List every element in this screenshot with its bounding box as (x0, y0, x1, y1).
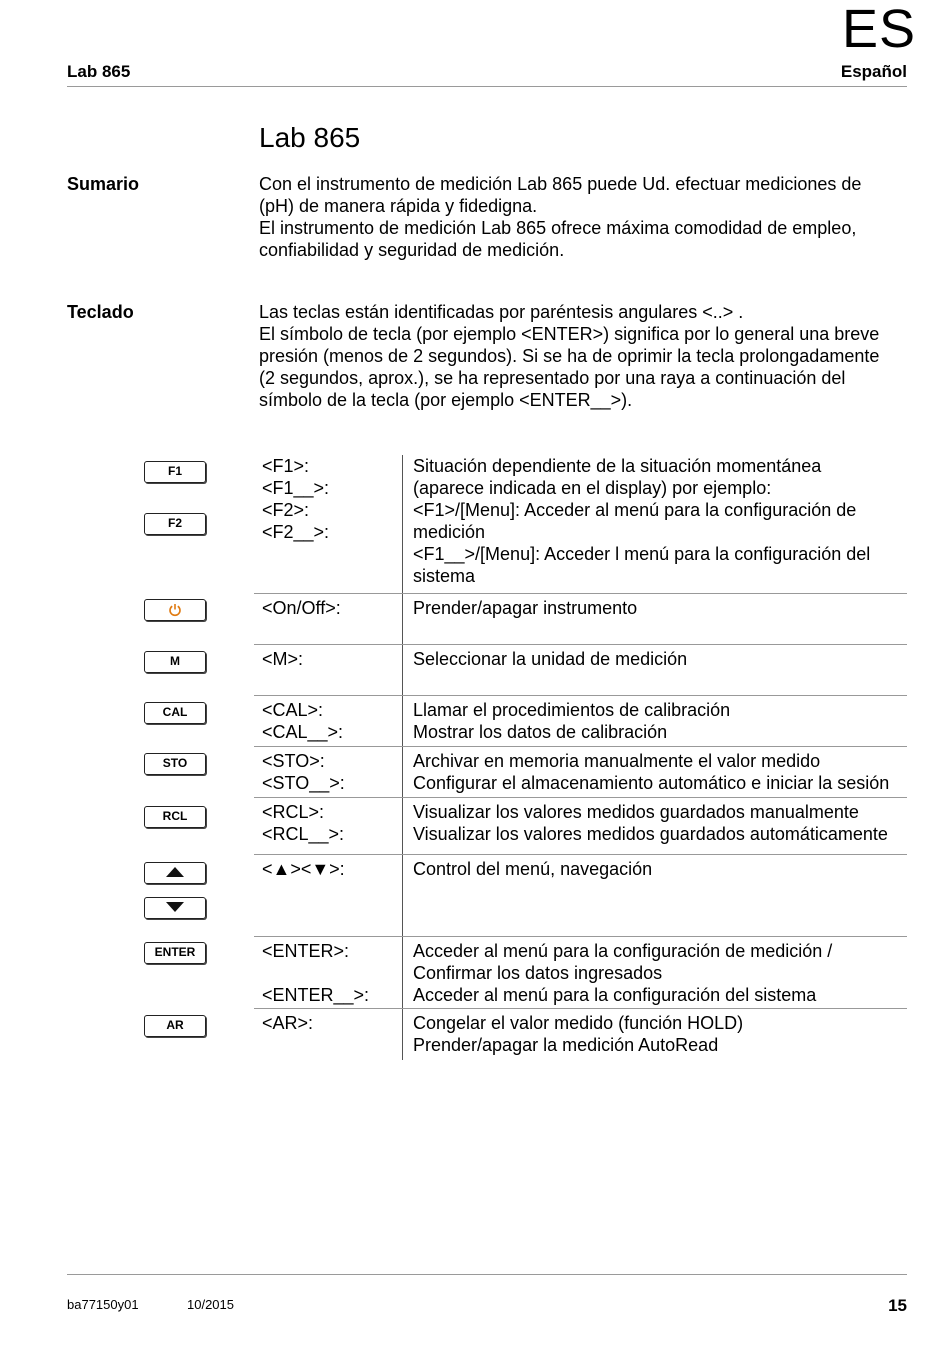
key-cell (254, 797, 403, 854)
key-label: <ENTER__>: (262, 984, 370, 1005)
description-line: <F1__>/[Menu]: Acceder l menú para la configuración del (413, 544, 871, 564)
description-line: Configurar el almacenamiento automático e iniciar la sesión (413, 772, 890, 793)
key-label: <RCL>: (262, 801, 325, 822)
table-row (254, 746, 907, 797)
ar-key-icon: AR (144, 1015, 206, 1037)
m-key-icon: M (144, 651, 206, 673)
table-row (254, 455, 907, 593)
summary-line: confiabilidad y seguridad de medición. (259, 240, 565, 260)
description-line: Confirmar los datos ingresados (413, 962, 663, 983)
triangle-up-icon (144, 862, 206, 884)
sto-key-icon: STO (144, 753, 206, 775)
keypad-line: símbolo de la tecla (por ejemplo <ENTER__>). (259, 390, 633, 410)
enter-key-icon: ENTER (144, 942, 206, 964)
table-row (254, 854, 907, 936)
keypad-label: Teclado (67, 302, 134, 322)
key-cell (254, 455, 403, 593)
key-label: <AR>: (262, 1012, 314, 1033)
description-line: Acceder al menú para la configuración del sistema (413, 984, 817, 1005)
description-cell (403, 644, 908, 695)
triangle-down-icon (144, 897, 206, 919)
key-label: <On/Off>: (262, 597, 341, 618)
key-label: <ENTER>: (262, 940, 350, 961)
description-line: sistema (413, 566, 476, 586)
summary-line: El instrumento de medición Lab 865 ofrece máxima comodidad de empleo, (259, 218, 857, 238)
language-code: ES (842, 0, 917, 59)
page-number: 15 (888, 1296, 907, 1315)
description-cell (403, 1008, 908, 1060)
description-line: Control del menú, navegación (413, 858, 653, 879)
table-row (254, 695, 907, 746)
key-cell (254, 1008, 403, 1060)
description-cell (403, 593, 908, 644)
header-rule (67, 86, 907, 87)
table-row (254, 1008, 907, 1060)
footer-doc-id: ba77150y01 (67, 1297, 139, 1312)
f1-key-icon: F1 (144, 461, 206, 483)
description-line: medición (413, 522, 486, 542)
description-cell (403, 695, 908, 746)
description-line: Archivar en memoria manualmente el valor medido (413, 750, 821, 771)
cal-key-icon: CAL (144, 702, 206, 724)
key-label: <STO__>: (262, 772, 345, 793)
key-cell (254, 593, 403, 644)
keypad-line: Las teclas están identificadas por paréntesis angulares <..> . (259, 302, 744, 322)
table-row (254, 936, 907, 1008)
description-line: Situación dependiente de la situación momentánea (413, 456, 822, 476)
keypad-line: El símbolo de tecla (por ejemplo <ENTER>) significa por lo general una breve (259, 324, 880, 344)
summary-text (259, 173, 909, 261)
table-row (254, 797, 907, 854)
power-icon (144, 599, 206, 621)
keypad-text (259, 301, 909, 411)
description-cell (403, 936, 908, 1008)
f2-key-icon: F2 (144, 513, 206, 535)
description-line: Seleccionar la unidad de medición (413, 648, 688, 669)
description-line: (aparece indicada en el display) por ejemplo: (413, 478, 772, 498)
description-cell (403, 797, 908, 854)
table-row (254, 593, 907, 644)
key-label: <F2__>: (262, 522, 330, 542)
key-cell (254, 746, 403, 797)
description-cell (403, 854, 908, 936)
description-line: Congelar el valor medido (función HOLD) (413, 1012, 744, 1033)
key-cell (254, 936, 403, 1008)
summary-label: Sumario (67, 174, 140, 194)
header-product: Lab 865 (67, 62, 131, 81)
rcl-key-icon: RCL (144, 806, 206, 828)
description-line: Acceder al menú para la configuración de medición / (413, 940, 833, 961)
footer-date: 10/2015 (187, 1297, 234, 1312)
key-label: <F1>: (262, 456, 310, 476)
description-line: Prender/apagar instrumento (413, 597, 638, 618)
summary-line: (pH) de manera rápida y fidedigna. (259, 196, 538, 216)
description-line: Llamar el procedimientos de calibración (413, 699, 731, 720)
key-label-spacer (262, 962, 402, 984)
key-cell (254, 644, 403, 695)
keypad-line: presión (menos de 2 segundos). Si se ha de oprimir la tecla prolongadamente (259, 346, 880, 366)
key-label: <CAL>: (262, 699, 324, 720)
footer-rule (67, 1274, 907, 1275)
description-cell (403, 746, 908, 797)
key-label: <F1__>: (262, 478, 330, 498)
description-line: Visualizar los valores medidos guardados automáticamente (413, 823, 888, 844)
key-label: <CAL__>: (262, 721, 344, 742)
key-label: <M>: (262, 648, 304, 669)
description-line: Prender/apagar la medición AutoRead (413, 1034, 719, 1055)
key-cell (254, 854, 403, 936)
table-row (254, 644, 907, 695)
description-line: Visualizar los valores medidos guardados manualmente (413, 801, 859, 822)
key-label: <RCL__>: (262, 823, 345, 844)
description-line: Mostrar los datos de calibración (413, 721, 668, 742)
key-cell (254, 695, 403, 746)
key-table (254, 455, 907, 1060)
summary-line: Con el instrumento de medición Lab 865 puede Ud. efectuar mediciones de (259, 174, 862, 194)
key-label: <F2>: (262, 500, 310, 520)
description-line: <F1>/[Menu]: Acceder al menú para la configuración de (413, 500, 857, 520)
key-label: <STO>: (262, 750, 325, 771)
key-label: <▲><▼>: (262, 858, 345, 879)
description-cell (403, 455, 908, 593)
header-language: Español (840, 62, 907, 81)
page-title: Lab 865 (259, 122, 361, 153)
keypad-line: (2 segundos, aprox.), se ha representado por una raya a continuación del (259, 368, 846, 388)
